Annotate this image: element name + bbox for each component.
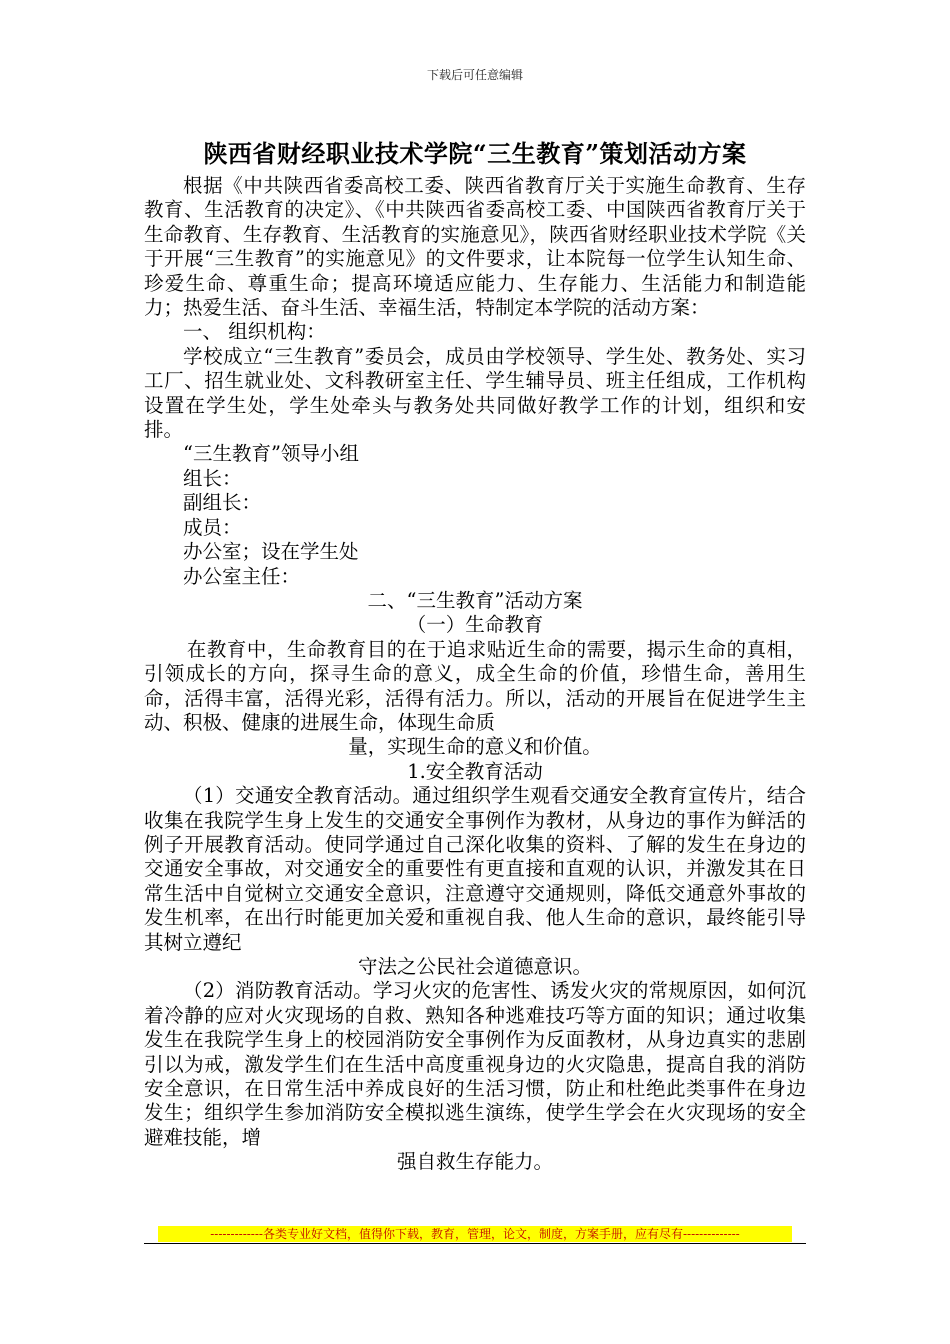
header-note: 下载后可任意编辑 [426, 68, 523, 82]
footer-divider [144, 1243, 806, 1244]
section-2-heading: 二、“三生教育”活动方案 [367, 588, 583, 612]
vice-leader-line: 副组长： [183, 491, 262, 515]
sub-1-heading: （一）生命教育 [406, 613, 544, 637]
org-description: 学校成立“三生教育”委员会，成员由学校领导、学生处、教务处、实习工厂、招生就业处、文科教研室主任、学生辅导员、班主任组成，工作机构设置在学生处，学生处牵头与教务处共同做好教学工作的计划，组织和安排。 [144, 344, 806, 442]
fire-safety-paragraph: （2）消防教育活动。学习火灾的危害性、诱发火灾的常规原因，如何沉着冷静的应对火灾现场的自救、熟知各种逃难技巧等方面的知识；通过收集发生在我院学生身上的校园消防安全事例作为反面教材，从身边真实的悲剧引以为戒，激发学生们在生活中高度重视身边的火灾隐患，提高自我的消防安全意识，在日常生活中养成良好的生活习惯，防止和杜绝此类事件在身边发生；组织学生参加消防安全模拟逃生演练，使学生学会在火灾现场的安全避难技能，增 [144, 979, 806, 1149]
life-education-tail: 量，实现生命的意义和价值。 [348, 735, 602, 759]
section-1-heading: 一、 组织机构： [183, 320, 326, 344]
intro-paragraph: 根据《中共陕西省委高校工委、陕西省教育厅关于实施生命教育、生存教育、生活教育的决定》、《中共陕西省委高校工委、中国陕西省教育厅关于生命教育、生存教育、生活教育的实施意见》，陕西省财经职业技术学院《关于开展“三生教育”的实施意见》的文件要求，让本院每一位学生认知生命、珍爱生命、尊重生命；提高环境适应能力、生存能力、生活能力和制造能力；热爱生活、奋斗生活、幸福生活，特制定本学院的活动方案： [144, 174, 806, 320]
document-title: 陕西省财经职业技术学院“三生教育”策划活动方案 [203, 139, 747, 168]
leader-line: 组长： [183, 466, 242, 490]
leader-group-title: “三生教育”领导小组 [183, 442, 359, 466]
fire-safety-tail: 强自救生存能力。 [396, 1150, 553, 1174]
footer-banner: -------------各类专业好文档，值得你下载，教育，管理，论文，制度，方案手册，应有尽有-------------- [158, 1226, 792, 1242]
members-line: 成员： [183, 515, 242, 539]
office-director-line: 办公室主任： [183, 564, 301, 588]
document-body [144, 174, 806, 1175]
life-education-paragraph: 在教育中，生命教育目的在于追求贴近生命的需要，揭示生命的真相，引领成长的方向，探寻生命的意义，成全生命的价值，珍惜生命，善用生命，活得丰富，活得光彩，活得有活力。所以，活动的开展旨在促进学生主动、积极、健康的进展生命，体现生命质 [144, 637, 806, 734]
item-1-heading: 1.安全教育活动 [407, 759, 543, 783]
traffic-safety-tail: 守法之公民社会道德意识。 [357, 955, 592, 978]
office-line: 办公室；设在学生处 [183, 540, 359, 564]
traffic-safety-paragraph: （1）交通安全教育活动。通过组织学生观看交通安全教育宣传片，结合收集在我院学生身上发生的交通安全事例作为教材，从身边的事作为鲜活的例子开展教育活动。使同学通过自己深化收集的资料、了解的发生在身边的交通安全事故，对交通安全的重要性有更直接和直观的认识，并激发其在日常生活中自觉树立交通安全意识，注意遵守交通规则，降低交通意外事故的发生机率，在出行时能更加关爱和重视自我、他人生命的意识，最终能引导其树立遵纪 [144, 784, 806, 954]
